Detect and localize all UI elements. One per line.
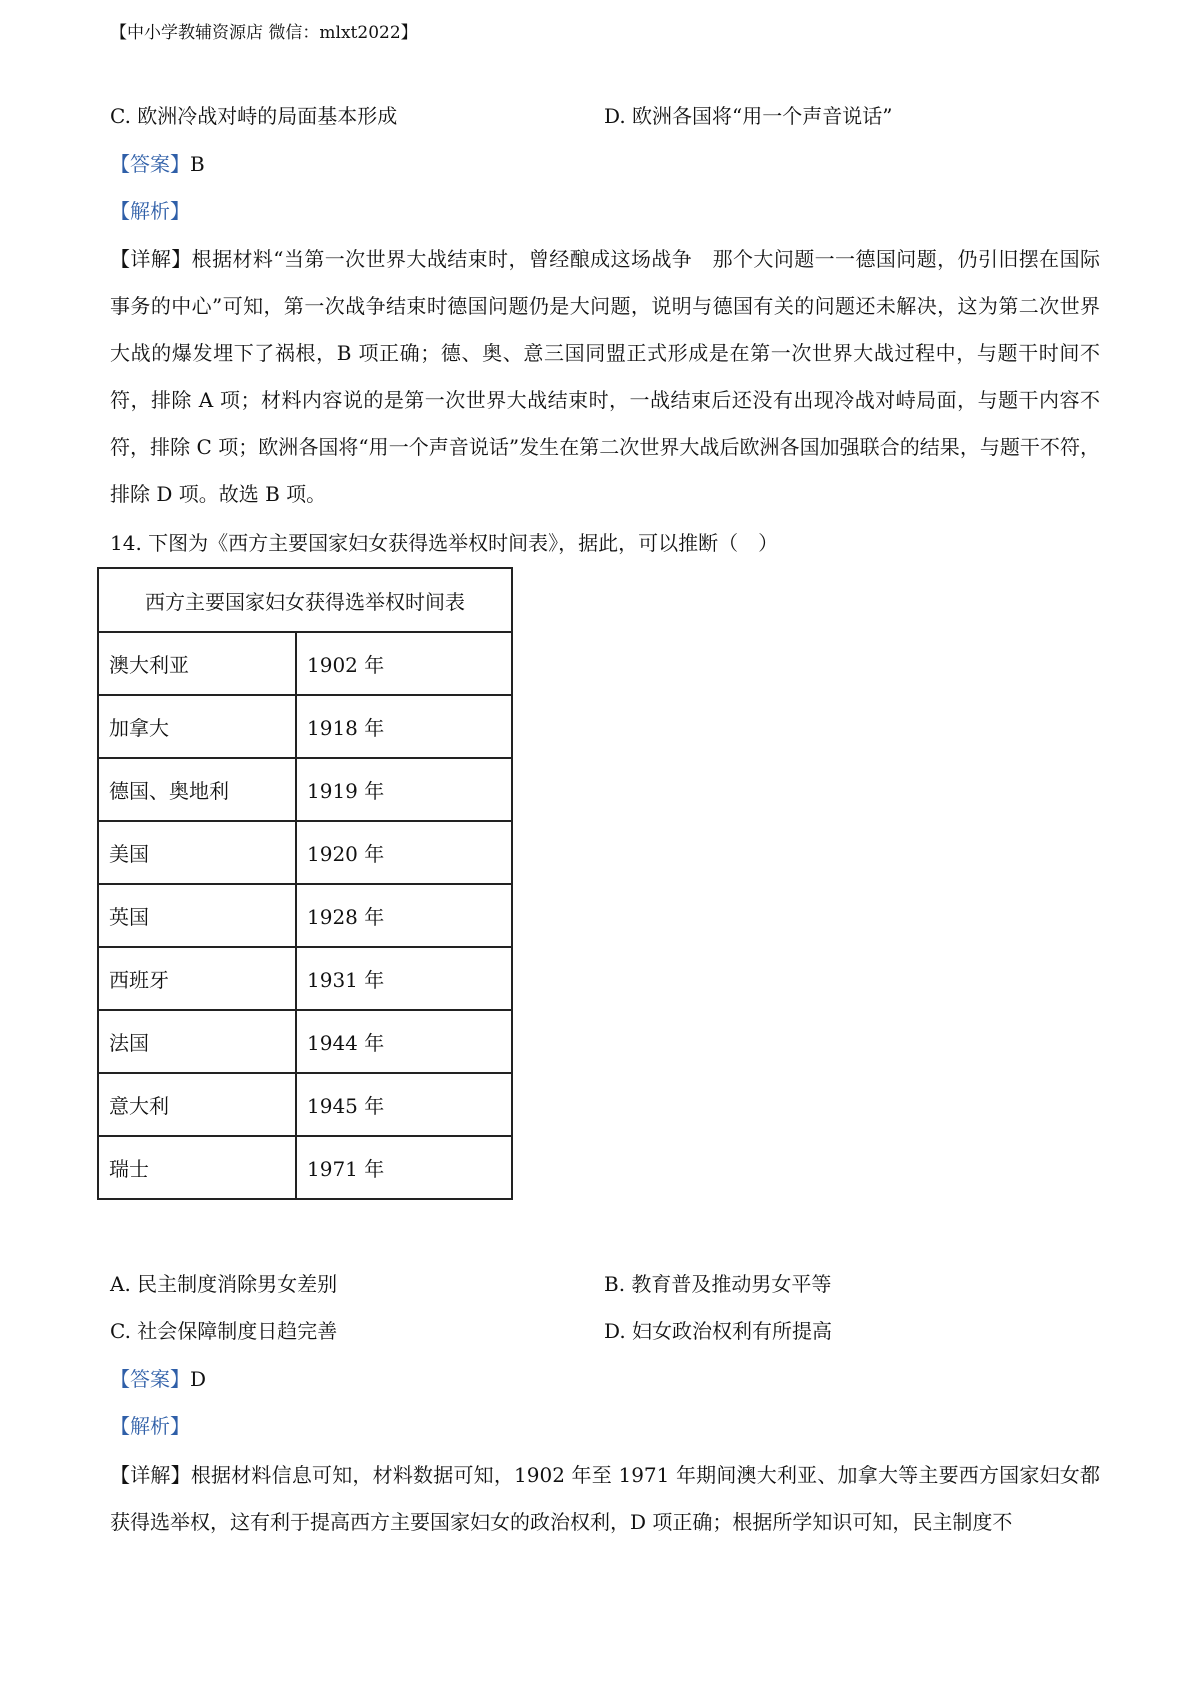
table-row bbox=[98, 821, 512, 884]
q14-answer-value: D bbox=[190, 1367, 207, 1391]
table-cell-year: 1919 年 bbox=[296, 758, 512, 821]
table-cell-year: 1971 年 bbox=[296, 1136, 512, 1199]
q13-analysis-label: 【解析】 bbox=[110, 199, 190, 223]
q13-detail-text: 根据材料“当第一次世界大战结束时，曾经酿成这场战争 那个大问题一一德国问题，仍引旧摆在国际事务的中心”可知，第一次战争结束时德国问题仍是大问题，说明与德国有关的问题还未解决，这为第二次世界大战的爆发埋下了祸根，B 项正确；德、奥、意三国同盟正式形成是在第一次世界大战过程中，与题干时间不符，排除 A 项；材料内容说的是第一次世界大战结束时，一战结束后还没有出现冷战对峙局面，与题干内容不符，排除 C 项；欧洲各国将“用一个声音说话”发生在第二次世界大战后欧洲各国加强联合的结果，与题干不符，排除 D 项。故选 B 项。 bbox=[110, 247, 1100, 506]
q13-option-d: D. 欧洲各国将“用一个声音说话” bbox=[604, 104, 893, 128]
watermark-header: 【中小学教辅资源店 微信：mlxt2022】 bbox=[110, 23, 418, 43]
table-cell-year: 1928 年 bbox=[296, 884, 512, 947]
table-title: 西方主要国家妇女获得选举权时间表 bbox=[98, 568, 512, 632]
q14-answer bbox=[110, 1364, 206, 1394]
q14-option-a: A. 民主制度消除男女差别 bbox=[110, 1272, 338, 1296]
table-row bbox=[98, 632, 512, 695]
q13-detail-label: 【详解】 bbox=[110, 247, 192, 271]
q14-option-d: D. 妇女政治权利有所提高 bbox=[604, 1319, 833, 1343]
suffrage-table bbox=[97, 567, 513, 1200]
q14-option-c: C. 社会保障制度日趋完善 bbox=[110, 1319, 338, 1343]
table-cell-country: 法国 bbox=[98, 1010, 296, 1073]
q13-options-row-cd bbox=[110, 101, 1110, 131]
q14-detail-paragraph bbox=[110, 1452, 1100, 1546]
q13-detail-paragraph bbox=[110, 236, 1100, 518]
table-cell-country: 德国、奥地利 bbox=[98, 758, 296, 821]
table-row bbox=[98, 947, 512, 1010]
q13-answer-value: B bbox=[190, 152, 205, 176]
table-cell-year: 1931 年 bbox=[296, 947, 512, 1010]
table-row bbox=[98, 884, 512, 947]
q14-analysis-label: 【解析】 bbox=[110, 1414, 190, 1438]
table-row bbox=[98, 1136, 512, 1199]
q13-option-c: C. 欧洲冷战对峙的局面基本形成 bbox=[110, 104, 398, 128]
table-row bbox=[98, 758, 512, 821]
table-title-row bbox=[98, 568, 512, 632]
q14-option-b: B. 教育普及推动男女平等 bbox=[604, 1272, 832, 1296]
table-cell-country: 英国 bbox=[98, 884, 296, 947]
table-cell-year: 1920 年 bbox=[296, 821, 512, 884]
table-cell-year: 1944 年 bbox=[296, 1010, 512, 1073]
table-cell-country: 意大利 bbox=[98, 1073, 296, 1136]
table-cell-country: 美国 bbox=[98, 821, 296, 884]
table-row bbox=[98, 695, 512, 758]
q13-answer bbox=[110, 149, 205, 179]
q14-options-row-cd bbox=[110, 1316, 1110, 1346]
table-cell-country: 加拿大 bbox=[98, 695, 296, 758]
table-cell-country: 瑞士 bbox=[98, 1136, 296, 1199]
q14-stem: 14. 下图为《西方主要国家妇女获得选举权时间表》，据此，可以推断（ ） bbox=[110, 531, 779, 555]
table-row bbox=[98, 1073, 512, 1136]
q14-detail-label: 【详解】 bbox=[110, 1463, 191, 1487]
table-row bbox=[98, 1010, 512, 1073]
table-cell-country: 澳大利亚 bbox=[98, 632, 296, 695]
table-cell-year: 1945 年 bbox=[296, 1073, 512, 1136]
q13-answer-label: 【答案】 bbox=[110, 152, 190, 176]
q14-answer-label: 【答案】 bbox=[110, 1367, 190, 1391]
table-cell-year: 1902 年 bbox=[296, 632, 512, 695]
q14-options-row-ab bbox=[110, 1269, 1110, 1299]
table-cell-country: 西班牙 bbox=[98, 947, 296, 1010]
q14-detail-text: 根据材料信息可知，材料数据可知，1902 年至 1971 年期间澳大利亚、加拿大等主要西方国家妇女都获得选举权，这有利于提高西方主要国家妇女的政治权利，D 项正确；根据所学知识可知，民主制度不 bbox=[110, 1463, 1100, 1534]
table-cell-year: 1918 年 bbox=[296, 695, 512, 758]
